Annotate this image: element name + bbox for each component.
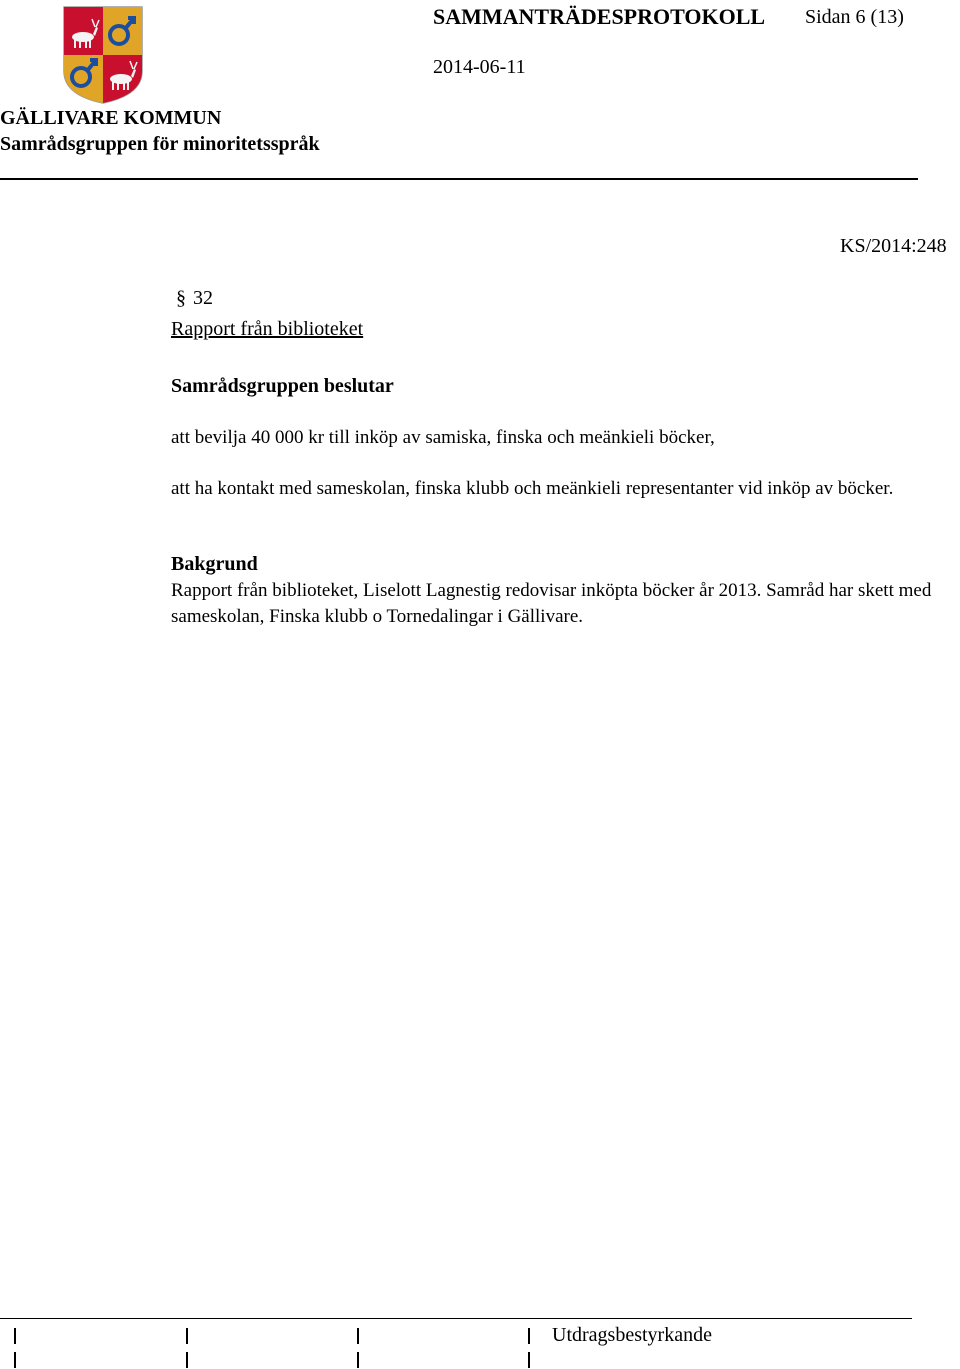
background-text: Rapport från biblioteket, Liselott Lagnestig redovisar inköpta böcker år 2013. Samråd har skett med sameskolan, Finska klubb o Tornedalingar i Gällivare. (171, 580, 932, 627)
document-title: SAMMANTRÄDESPROTOKOLL (433, 4, 766, 29)
group-name: Samrådsgruppen för minoritetsspråk (0, 133, 320, 155)
background-heading: Bakgrund (171, 553, 258, 575)
paragraph-number: 32 (193, 287, 213, 309)
signature-box-divider (14, 1352, 16, 1368)
signature-box-divider (186, 1352, 188, 1368)
signature-box-divider (14, 1328, 16, 1344)
meeting-date: 2014-06-11 (433, 56, 526, 78)
municipality-name: GÄLLIVARE KOMMUN (0, 107, 222, 129)
header-divider (0, 178, 918, 180)
signature-box-divider (528, 1328, 530, 1344)
signature-box-divider (186, 1328, 188, 1344)
page-number: Sidan 6 (13) (805, 6, 904, 28)
footer-divider (0, 1318, 912, 1319)
signature-box-divider (357, 1352, 359, 1368)
decision-item-1: att bevilja 40 000 kr till inköp av samiska, finska och meänkieli böcker, (171, 427, 715, 448)
case-number: KS/2014:248 (840, 235, 947, 257)
paragraph-symbol: § (176, 287, 186, 309)
signature-box-divider (357, 1328, 359, 1344)
section-heading: Rapport från biblioteket (171, 318, 364, 340)
footer-label: Utdragsbestyrkande (552, 1324, 712, 1346)
decision-heading: Samrådsgruppen beslutar (171, 375, 394, 397)
decision-item-2: att ha kontakt med sameskolan, finska klubb och meänkieli representanter vid inköp av böcker. (171, 478, 894, 499)
signature-box-divider (528, 1352, 530, 1368)
municipal-crest-logo (62, 5, 144, 105)
